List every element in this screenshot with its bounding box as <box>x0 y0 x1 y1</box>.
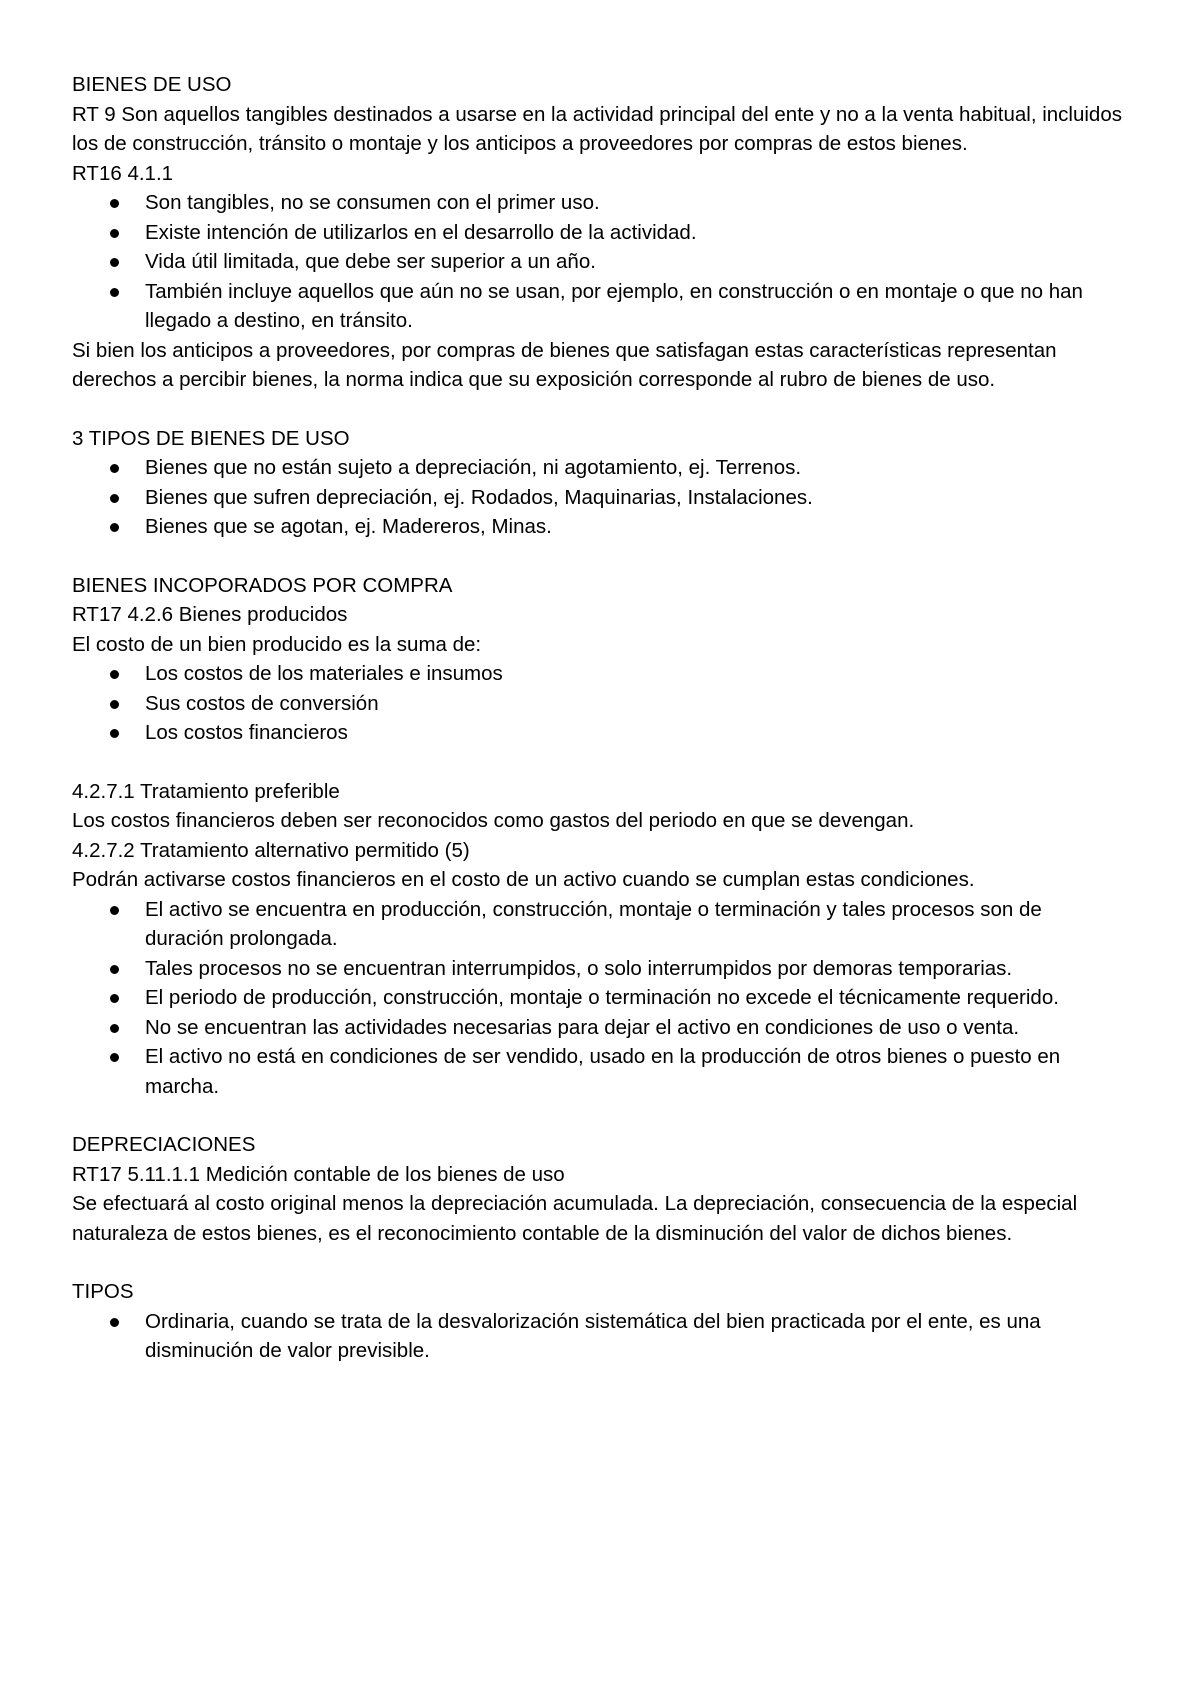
paragraph-depreciacion: Se efectuará al costo original menos la depreciación acumulada. La depreciación, consecuencia de la especial naturaleza de estos bienes, es el reconocimiento contable de la disminución del valor de dichos bienes. <box>72 1192 1078 1245</box>
bullet-icon <box>110 494 119 503</box>
subheading-tratamiento-preferible: 4.2.7.1 Tratamiento preferible <box>72 779 340 803</box>
costs-list <box>72 659 1128 748</box>
list-item: Vida útil limitada, que debe ser superior a un año. <box>72 247 1128 277</box>
reference-rt16: RT16 4.1.1 <box>72 161 174 185</box>
bullet-icon <box>110 994 119 1003</box>
heading-bienes-compra: BIENES INCOPORADOS POR COMPRA <box>72 573 453 597</box>
bullet-icon <box>110 729 119 738</box>
heading-tipos: TIPOS <box>72 1280 134 1303</box>
bullet-icon <box>110 464 119 473</box>
bullet-icon <box>110 906 119 915</box>
list-item: El periodo de producción, construcción, montaje o terminación no excede el técnicamente requerido. <box>72 983 1128 1013</box>
intro-costo: El costo de un bien producido es la suma de: <box>72 632 482 656</box>
list-item: Sus costos de conversión <box>72 689 1128 719</box>
list-item: Tales procesos no se encuentran interrumpidos, o solo interrumpidos por demoras temporarias. <box>72 954 1128 984</box>
subheading-tratamiento-alternativo: 4.2.7.2 Tratamiento alternativo permitido (5) <box>72 838 470 862</box>
list-item: El activo se encuentra en producción, construcción, montaje o terminación y tales procesos son de duración prolongada. <box>72 895 1128 954</box>
depreciation-types-list <box>72 1307 1128 1366</box>
bullet-icon <box>110 670 119 679</box>
bullet-icon <box>110 965 119 974</box>
types-list <box>72 453 1128 542</box>
bullet-icon <box>110 1053 119 1062</box>
bullet-icon <box>110 523 119 532</box>
list-item: Son tangibles, no se consumen con el primer uso. <box>72 188 1128 218</box>
characteristics-list <box>72 188 1128 336</box>
heading-bienes-de-uso: BIENES DE USO <box>72 73 232 96</box>
paragraph-anticipos: Si bien los anticipos a proveedores, por compras de bienes que satisfagan estas características representan derechos a percibir bienes, la norma indica que su exposición corresponde al rubro de bienes de uso. <box>72 338 1057 391</box>
reference-rt17-bienes-producidos: RT17 4.2.6 Bienes producidos <box>72 603 348 626</box>
list-item: Los costos financieros <box>72 718 1128 748</box>
bullet-icon <box>110 1318 119 1327</box>
list-item: Bienes que se agotan, ej. Madereros, Minas. <box>72 512 1128 542</box>
paragraph-costos-financieros: Los costos financieros deben ser reconocidos como gastos del periodo en que se devengan. <box>72 809 915 832</box>
heading-tipos-bienes: 3 TIPOS DE BIENES DE USO <box>72 426 350 450</box>
list-item: Ordinaria, cuando se trata de la desvalorización sistemática del bien practicada por el ente, es una disminución de valor previsible. <box>72 1307 1128 1366</box>
bullet-icon <box>110 1024 119 1033</box>
bullet-icon <box>110 229 119 238</box>
list-item: El activo no está en condiciones de ser vendido, usado en la producción de otros bienes o puesto en marcha. <box>72 1042 1128 1101</box>
list-item: Bienes que no están sujeto a depreciación, ni agotamiento, ej. Terrenos. <box>72 453 1128 483</box>
conditions-list <box>72 895 1128 1102</box>
bullet-icon <box>110 258 119 267</box>
bullet-icon <box>110 199 119 208</box>
bullet-icon <box>110 288 119 297</box>
list-item: Los costos de los materiales e insumos <box>72 659 1128 689</box>
list-item: No se encuentran las actividades necesarias para dejar el activo en condiciones de uso o venta. <box>72 1013 1128 1043</box>
list-item: También incluye aquellos que aún no se usan, por ejemplo, en construcción o en montaje o que no han llegado a destino, en tránsito. <box>72 277 1128 336</box>
paragraph-rt9: RT 9 Son aquellos tangibles destinados a usarse en la actividad principal del ente y no a la venta habitual, incluidos los de construcción, tránsito o montaje y los anticipos a proveedores por compras de estos bienes. <box>72 102 1122 155</box>
reference-rt17-medicion: RT17 5.11.1.1 Medición contable de los bienes de uso <box>72 1162 565 1186</box>
list-item: Bienes que sufren depreciación, ej. Rodados, Maquinarias, Instalaciones. <box>72 483 1128 513</box>
heading-depreciaciones: DEPRECIACIONES <box>72 1133 256 1156</box>
bullet-icon <box>110 700 119 709</box>
list-item: Existe intención de utilizarlos en el desarrollo de la actividad. <box>72 218 1128 248</box>
paragraph-activarse: Podrán activarse costos financieros en el costo de un activo cuando se cumplan estas condiciones. <box>72 868 975 891</box>
